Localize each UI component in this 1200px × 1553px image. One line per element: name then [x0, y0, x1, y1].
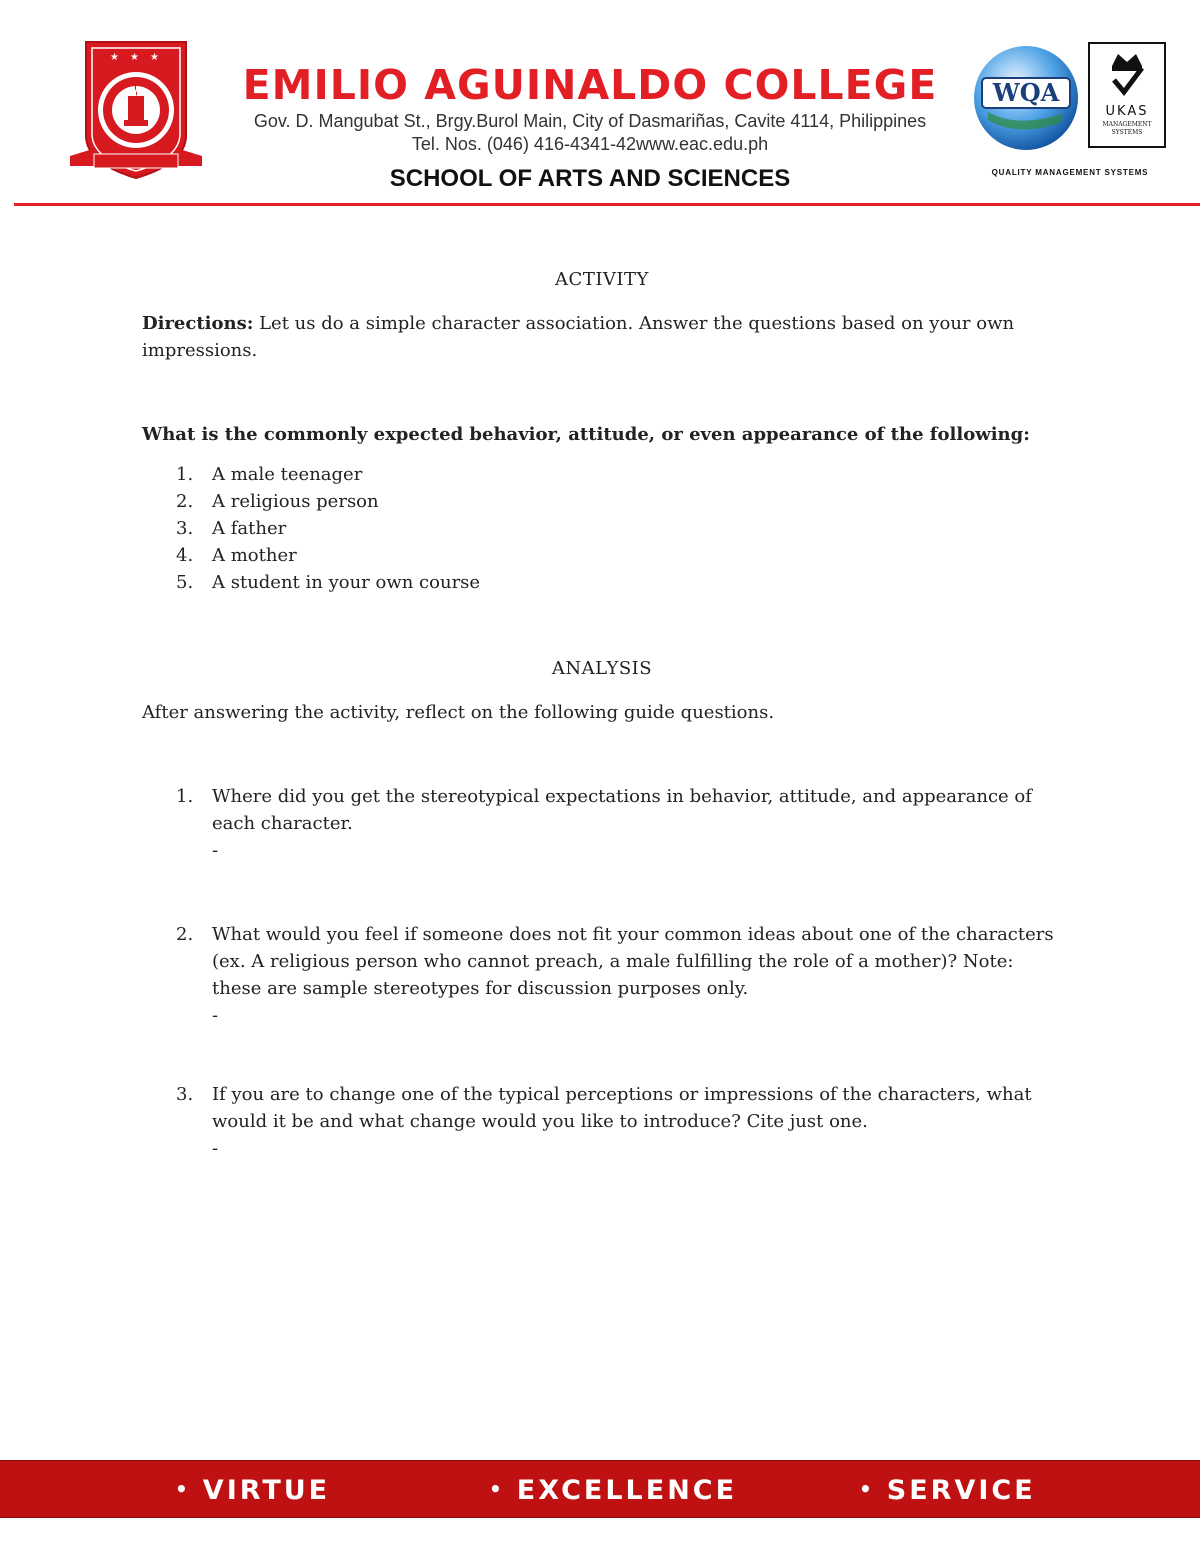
- list-item: [142, 488, 1062, 515]
- document-body: [142, 266, 1062, 1219]
- analysis-title: ANALYSIS: [551, 658, 653, 679]
- footer-label: EXCELLENCE: [516, 1475, 738, 1506]
- list-text: A mother: [212, 545, 297, 566]
- footer-label: SERVICE: [886, 1475, 1036, 1506]
- activity-list: [142, 461, 1062, 596]
- footer-label: VIRTUE: [202, 1475, 331, 1506]
- qms-label: QUALITY MANAGEMENT SYSTEMS: [991, 168, 1149, 177]
- directions-paragraph: [142, 310, 1062, 364]
- bullet-icon: •: [489, 1477, 505, 1501]
- list-number: 2.: [176, 491, 194, 512]
- question-text: Where did you get the stereotypical expectations in behavior, attitude, and appearance of each character.: [212, 786, 1032, 834]
- svg-text:★: ★: [110, 52, 119, 63]
- list-item: [142, 542, 1062, 569]
- activity-title: ACTIVITY: [555, 269, 649, 290]
- bullet-icon: •: [859, 1477, 875, 1501]
- footer-service: [859, 1461, 1036, 1517]
- list-text: A father: [212, 518, 287, 539]
- question-number: 1.: [176, 786, 194, 807]
- list-number: 4.: [176, 545, 194, 566]
- list-number: 5.: [176, 572, 194, 593]
- list-number: 1.: [176, 464, 194, 485]
- list-text: A religious person: [212, 491, 379, 512]
- svg-text:★: ★: [150, 52, 159, 63]
- header-divider: [14, 203, 1200, 206]
- guide-question: [142, 1081, 1062, 1162]
- answer-dash: -: [212, 840, 219, 861]
- list-text: A male teenager: [212, 464, 363, 485]
- ukas-logo: [1088, 42, 1166, 148]
- guide-question: [142, 783, 1062, 864]
- analysis-intro: After answering the activity, reflect on the following guide questions.: [142, 702, 775, 723]
- address-line: Gov. D. Mangubat St., Brgy.Burol Main, City of Dasmariñas, Cavite 4114, Philippines: [253, 111, 927, 131]
- ukas-sub: MANAGEMENT SYSTEMS: [1102, 121, 1152, 136]
- contact-line: Tel. Nos. (046) 416-4341-42www.eac.edu.ph: [411, 134, 769, 154]
- header-text-block: [210, 60, 970, 156]
- list-item: [142, 569, 1062, 596]
- bullet-icon: •: [175, 1477, 191, 1501]
- question-text: If you are to change one of the typical perceptions or impressions of the characters, what would it be and what change would you like to introduce? Cite just one.: [212, 1084, 1032, 1132]
- list-number: 3.: [176, 518, 194, 539]
- guide-question: [142, 921, 1062, 1029]
- school-name: SCHOOL OF ARTS AND SCIENCES: [389, 165, 791, 192]
- footer-virtue: [175, 1461, 330, 1517]
- list-item: [142, 515, 1062, 542]
- question-text: What would you feel if someone does not fit your common ideas about one of the characters (ex. A religious person who cannot preach, a male fulfilling the role of a mother)? Note: these are sample stereotypes for discussion purposes only.: [212, 924, 1054, 999]
- question-number: 3.: [176, 1084, 194, 1105]
- list-text: A student in your own course: [212, 572, 481, 593]
- wqa-text: WQA: [992, 78, 1060, 107]
- footer-band: [0, 1460, 1200, 1518]
- wqa-globe-logo: [970, 42, 1082, 154]
- answer-dash: -: [212, 1138, 219, 1159]
- ukas-text: UKAS: [1105, 104, 1149, 119]
- guide-question-list: [142, 783, 1062, 1162]
- directions-text: Let us do a simple character association. Answer the questions based on your own impressions.: [142, 313, 1015, 361]
- college-name: EMILIO AGUINALDO COLLEGE: [242, 61, 938, 109]
- list-item: [142, 461, 1062, 488]
- college-seal-logo: [68, 38, 204, 184]
- question-number: 2.: [176, 924, 194, 945]
- directions-label: Directions:: [142, 313, 254, 334]
- activity-question: What is the commonly expected behavior, attitude, or even appearance of the following:: [142, 424, 1030, 445]
- answer-dash: -: [212, 1005, 219, 1026]
- footer-excellence: [489, 1461, 737, 1517]
- svg-text:★: ★: [130, 52, 139, 63]
